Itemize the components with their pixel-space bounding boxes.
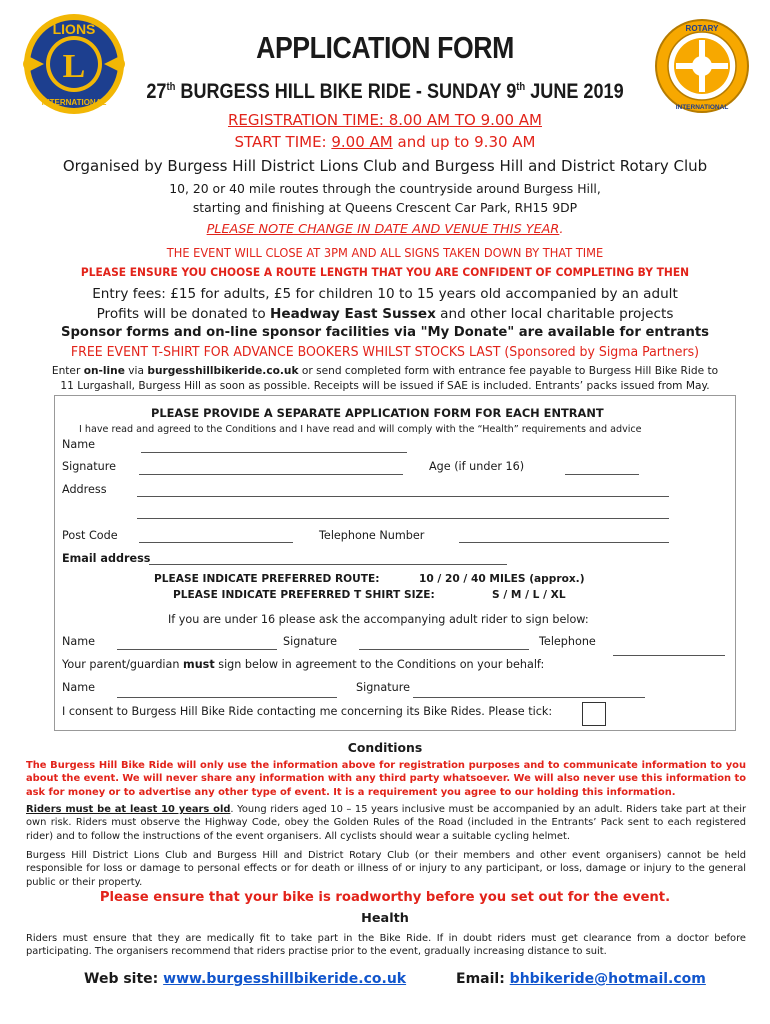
- adult-telephone-field[interactable]: [613, 655, 725, 656]
- guardian-signature-label: Signature: [356, 681, 410, 694]
- website-link[interactable]: www.burgesshillbikeride.co.uk: [163, 971, 407, 987]
- name-label: Name: [62, 438, 96, 451]
- rotary-bottom-text: INTERNATIONAL: [675, 104, 729, 111]
- adult-name-field[interactable]: [117, 649, 277, 650]
- enter-instructions-2: 11 Lurgashall, Burgess Hill as soon as possible. Receipts will be issued if SAE is included. Entrants’ packs issued from May.: [60, 380, 710, 392]
- page-title: APPLICATION FORM: [256, 30, 514, 65]
- guardian-note: Your parent/guardian must sign below in agreement to the Conditions on your behalf:: [62, 658, 545, 671]
- agreement-text: I have read and agreed to the Conditions and I have read and will comply with the “Health” requirements and advice: [79, 424, 642, 435]
- registration-time: REGISTRATION TIME: 8.00 AM TO 9.00 AM: [228, 111, 542, 129]
- profits-note: Profits will be donated to Headway East Sussex and other local charitable projects: [96, 306, 674, 322]
- event-subtitle: 27th BURGESS HILL BIKE RIDE - SUNDAY 9th JUNE 2019: [146, 80, 624, 103]
- health-heading: Health: [361, 911, 409, 926]
- consent-checkbox[interactable]: [582, 702, 606, 726]
- guardian-name-label: Name: [62, 681, 96, 694]
- consent-text: I consent to Burgess Hill Bike Ride contacting me concerning its Bike Rides. Please tick:: [62, 705, 553, 718]
- guardian-signature-field[interactable]: [413, 697, 645, 698]
- lions-letter: L: [62, 48, 86, 85]
- telephone-field[interactable]: [459, 542, 669, 543]
- telephone-label: Telephone Number: [319, 529, 425, 542]
- address-label: Address: [62, 483, 107, 496]
- adult-signature-label: Signature: [283, 635, 337, 648]
- organised-by: Organised by Burgess Hill District Lions Club and Burgess Hill and District Rotary Club: [62, 157, 708, 175]
- tshirt-options[interactable]: S / M / L / XL: [492, 589, 566, 601]
- lions-top-text: LIONS: [52, 21, 96, 37]
- privacy-conditions: The Burgess Hill Bike Ride will only use the information above for registration purposes and to communicate information to you about the event. We will never share any information with any third party whatsoever. We will also never use this information to ask for money or to advertise any other type of event. It is a requirement you agree to our holding this information.: [26, 760, 746, 798]
- liability-conditions: Burgess Hill District Lions Club and Burgess Hill and District Rotary Club (or their members and other event organisers) cannot be held responsible for loss or damage to personal effects or for death or illness of or injury to any participant, or loss, damage or injury to the general public or their property.: [26, 850, 746, 888]
- event-close-note: THE EVENT WILL CLOSE AT 3PM AND ALL SIGNS TAKEN DOWN BY THAT TIME: [166, 245, 604, 260]
- adult-telephone-label: Telephone: [539, 635, 596, 648]
- riders-conditions: Riders must be at least 10 years old. Young riders aged 10 – 15 years inclusive must be accompanied by an adult. Riders take part at their own risk. Riders must observe the Highway Code, obey the Golden Rules of the Road (included in the Entrants’ Pack sent to each registered rider) and to follow the instructions of the event organisers. All cyclists should wear a suitable cycling helmet.: [26, 804, 746, 842]
- signature-field[interactable]: [139, 474, 403, 475]
- health-text: Riders must ensure that they are medically fit to take part in the Bike Ride. If in doubt riders must get clearance from a doctor before participating. The organisers recommend that riders practise prior to the event, gradually increasing distance to suit.: [26, 933, 746, 958]
- sponsor-note: Sponsor forms and on-line sponsor facilities via "My Donate" are available for entrants: [60, 325, 710, 340]
- lions-bottom-text: INTERNATIONAL: [41, 98, 107, 107]
- address-field-line-1[interactable]: [137, 496, 669, 497]
- adult-name-label: Name: [62, 635, 96, 648]
- form-heading: PLEASE PROVIDE A SEPARATE APPLICATION FORM FOR EACH ENTRANT: [151, 406, 604, 420]
- adult-signature-field[interactable]: [359, 649, 529, 650]
- email-label: Email address: [62, 552, 151, 565]
- route-label: PLEASE INDICATE PREFERRED ROUTE:: [154, 573, 380, 585]
- rotary-top-text: ROTARY: [685, 24, 719, 33]
- roadworthy-note: Please ensure that your bike is roadworthy before you set out for the event.: [99, 890, 671, 905]
- conditions-heading: Conditions: [347, 740, 423, 755]
- age-label: Age (if under 16): [429, 460, 525, 473]
- tshirt-label: PLEASE INDICATE PREFERRED T SHIRT SIZE:: [173, 589, 435, 601]
- name-field[interactable]: [141, 452, 407, 453]
- address-field-line-2[interactable]: [137, 518, 669, 519]
- email-line: Email: bhbikeride@hotmail.com: [456, 971, 706, 987]
- free-tshirt-note: FREE EVENT T-SHIRT FOR ADVANCE BOOKERS WHILST STOCKS LAST (Sponsored by Sigma Partners): [70, 345, 700, 360]
- email-link[interactable]: bhbikeride@hotmail.com: [509, 971, 706, 987]
- postcode-label: Post Code: [62, 529, 118, 542]
- route-options[interactable]: 10 / 20 / 40 MILES (approx.): [419, 573, 585, 585]
- route-length-note: PLEASE ENSURE YOU CHOOSE A ROUTE LENGTH THAT YOU ARE CONFIDENT OF COMPLETING BY THEN: [80, 265, 690, 279]
- enter-instructions-1: Enter on-line via burgesshillbikeride.co.uk or send completed form with entrance fee payable to Burgess Hill Bike Ride to: [51, 365, 719, 377]
- routes-line-2: starting and finishing at Queens Crescent Car Park, RH15 9DP: [192, 200, 578, 215]
- change-note: PLEASE NOTE CHANGE IN DATE AND VENUE THIS YEAR.: [206, 222, 564, 237]
- entry-fees: Entry fees: £15 for adults, £5 for children 10 to 15 years old accompanied by an adult: [92, 286, 678, 302]
- start-time: START TIME: 9.00 AM and up to 9.30 AM: [234, 133, 536, 151]
- postcode-field[interactable]: [139, 542, 293, 543]
- signature-label: Signature: [62, 460, 116, 473]
- guardian-name-field[interactable]: [117, 697, 337, 698]
- under16-note: If you are under 16 please ask the accompanying adult rider to sign below:: [168, 613, 589, 626]
- age-field[interactable]: [565, 474, 639, 475]
- application-form: [54, 395, 736, 731]
- email-field[interactable]: [149, 564, 507, 565]
- routes-line-1: 10, 20 or 40 mile routes through the countryside around Burgess Hill,: [169, 181, 601, 196]
- website-line: Web site: www.burgesshillbikeride.co.uk: [84, 971, 407, 987]
